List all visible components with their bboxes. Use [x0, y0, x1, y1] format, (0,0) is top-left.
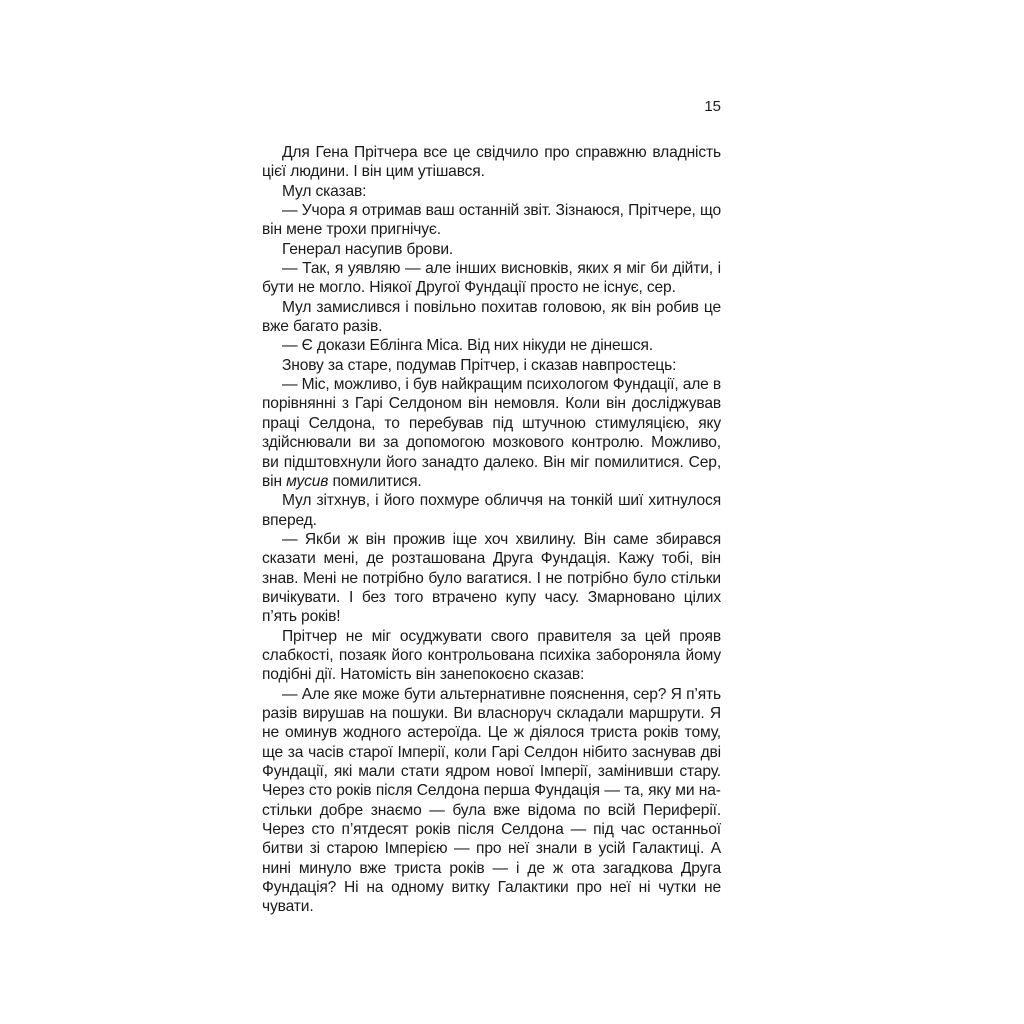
body-text	[262, 143, 721, 917]
paragraph: Знову за старе, подумав Прітчер, і сказав навпростець:	[282, 356, 677, 374]
paragraph: Для Гена Прітчера все це свідчило про справжню владність цієї людини. І він цим утішався.	[262, 144, 721, 181]
paragraph: — Учора я отримав ваш останній звіт. Зізнаюся, Прітчере, що він мене трохи пригнічує.	[262, 202, 721, 239]
paragraph-text: помилитися.	[328, 472, 422, 490]
paragraph: Мул замислився і повільно похитав головою, як він робив це вже багато разів.	[262, 298, 721, 336]
paragraph: — Так, я уявляю — але інших висновків, яких я міг би дійти, і бути не могло. Ніякої Другої Фундації просто не існує, сер.	[262, 260, 721, 297]
paragraph: — Є докази Еблінга Міса. Від них нікуди не дінешся.	[282, 337, 653, 355]
paragraph-text: — Міс, можливо, і був найкращим психологом Фундації, але в порівнянні з Гарі Селдоном він немовля. Коли він досліджував праці Селдона, то перебував під штучною стимуляцією, яку здійснювали ви за допомогою мозкового контролю. Можливо, ви підштовхнули його занадто далеко. Він міг помилитися. Сер, він	[262, 376, 722, 490]
emphasized-word: мусив	[286, 472, 329, 490]
page-number: 15	[704, 98, 721, 115]
paragraph: — Але яке може бути альтернативне пояснення, сер? Я п’ять разів вирушав на пошуки. Ви власноруч складали маршрути. Я не оминув жодного астероїда. Це ж діялося триста років тому, ще за часів старої Імперії, коли Гарі Селдон нібито заснував дві Фундації, які мали стати ядром нової Імперії, замінивши стару. Через сто років після Селдона перша Фундація — та, яку ми настільки добре знаємо — була вже відома по всій Периферії. Через сто п’ятдесят років після Селдона — під час останньої битви зі старою Імперією — про неї знали в усій Галактиці. А нині минуло вже триста років — і де ж ота загадкова Друга Фундація? Ні на одному витку Галактики про неї ні чутки не чувати.	[262, 685, 721, 916]
paragraph: Генерал насупив брови.	[282, 240, 454, 258]
paragraph: — Якби ж він прожив іще хоч хвилину. Він саме збирався сказати мені, де розташована Друга Фундація. Кажу тобі, він знав. Мені не потрібно було вагатися. І не потрібно було стільки вичікувати. І без того втрачено купу часу. Змарновано цілих п’ять років!	[262, 530, 721, 626]
paragraph: Мул сказав:	[282, 182, 367, 200]
paragraph-with-emphasis	[262, 375, 721, 491]
paragraph: Мул зітхнув, і його похмуре обличчя на тонкій шиї хитнулося вперед.	[262, 492, 721, 529]
paragraph: Прітчер не міг осуджувати свого правителя за цей прояв слабкості, позаяк його контрольована психіка забороняла йому подібні дії. Натомість він занепокоєно сказав:	[262, 627, 721, 684]
